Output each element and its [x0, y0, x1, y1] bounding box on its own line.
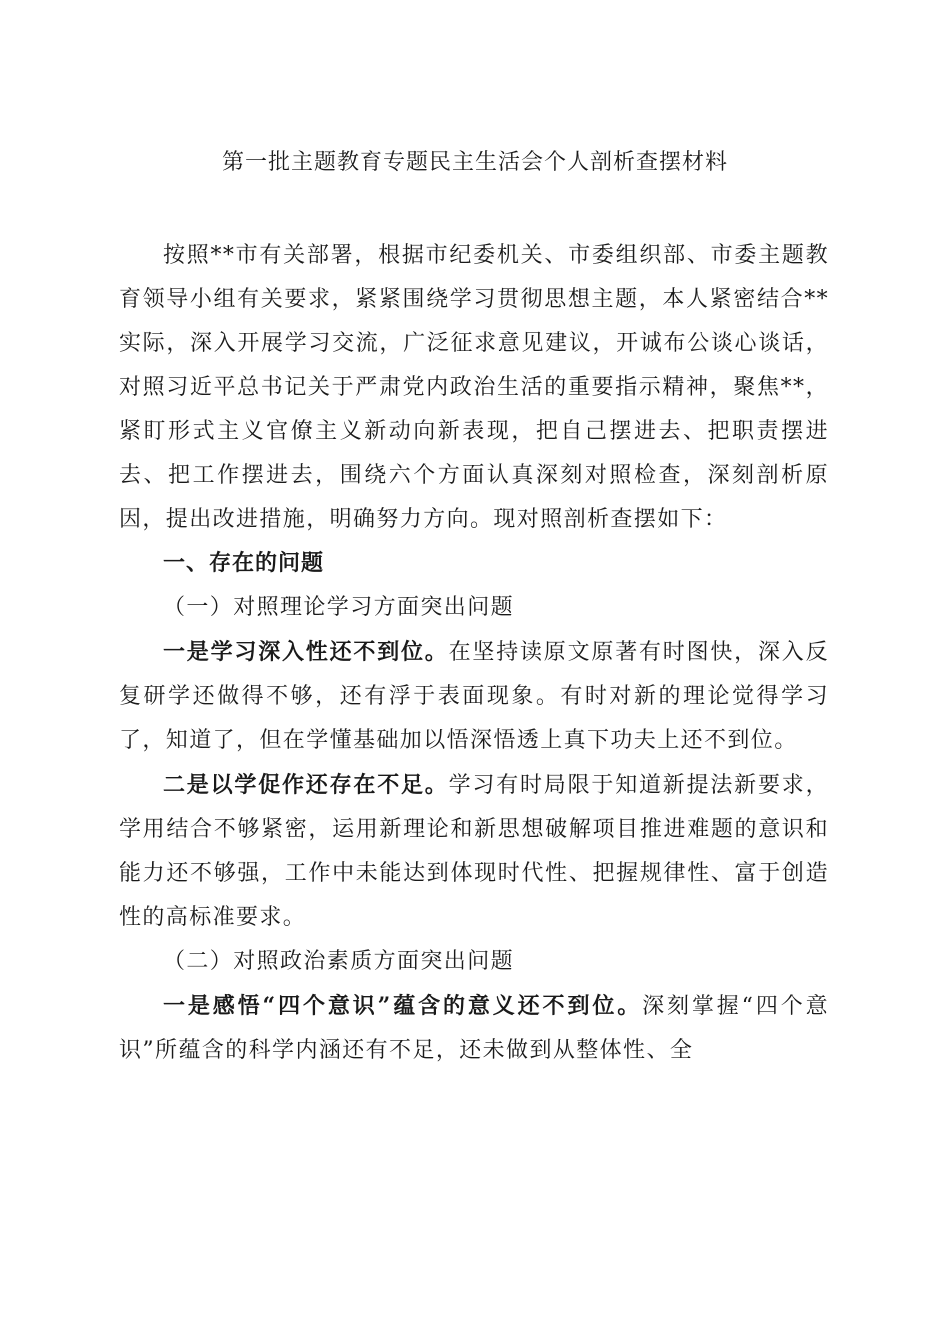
document-body [119, 234, 829, 1073]
subsection-heading-political: （二）对照政治素质方面突出问题 [163, 949, 515, 974]
paragraph-theory-item-1 [119, 630, 829, 763]
item-lead: 二是以学促作还存在不足。 [163, 772, 449, 798]
item-text: 深刻掌握“四个意识”所蕴含的科学内涵还有不足，还未做到从整体性、全 [119, 994, 830, 1063]
subsection-heading-theory: （一）对照理论学习方面突出问题 [163, 595, 515, 620]
section-heading-problems: 一、存在的问题 [163, 551, 325, 576]
intro-paragraph: 按照**市有关部署，根据市纪委机关、市委组织部、市委主题教育领导小组有关要求，紧紧围绕学习贯彻思想主题，本人紧密结合**实际，深入开展学习交流，广泛征求意见建议，开诚布公谈心谈话，对照习近平总书记关于严肃党内政治生活的重要指示精神，聚焦**，紧盯形式主义官僚主义新动向新表现，把自己摆进去、把职责摆进去、把工作摆进去，围绕六个方面认真深刻对照检查，深刻剖析原因，提出改进措施，明确努力方向。现对照剖析查摆如下： [119, 243, 829, 532]
item-lead: 一是学习深入性还不到位。 [163, 639, 449, 665]
item-lead: 一是感悟“四个意识”蕴含的意义还不到位。 [163, 993, 643, 1019]
document-title: 第一批主题教育专题民主生活会个人剖析查摆材料 [221, 150, 728, 175]
paragraph-theory-item-2 [119, 763, 829, 940]
paragraph-political-item-1 [119, 984, 829, 1073]
item-text: 在坚持读原文原著有时图快，深入反复研学还做得不够，还有浮于表面现象。有时对新的理论觉得学习了，知道了，但在学懂基础加以悟深悟透上真下功夫上还不到位。 [119, 640, 829, 753]
item-text: 学习有时局限于知道新提法新要求，学用结合不够紧密，运用新理论和新思想破解项目推进难题的意识和能力还不够强，工作中未能达到体现时代性、把握规律性、富于创造性的高标准要求。 [119, 773, 829, 930]
